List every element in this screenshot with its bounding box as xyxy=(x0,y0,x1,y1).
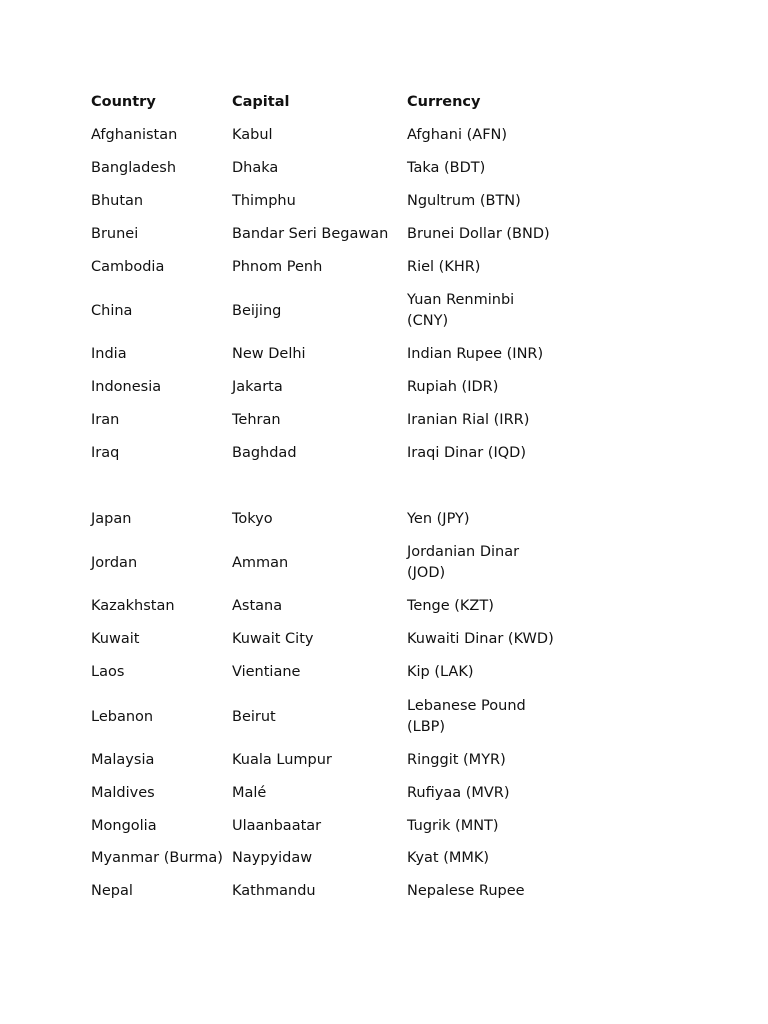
currency-cell: Nepalese Rupee xyxy=(407,883,525,899)
currency-cell: Taka (BDT) xyxy=(407,160,486,176)
country-cell: Iran xyxy=(91,412,120,428)
currency-cell: Kuwaiti Dinar (KWD) xyxy=(407,631,554,647)
table-row xyxy=(91,662,691,683)
capital-cell: Ulaanbaatar xyxy=(232,818,322,834)
country-cell: China xyxy=(91,302,133,319)
currency-cell: Iranian Rial (IRR) xyxy=(407,412,530,428)
capital-cell: Thimphu xyxy=(232,193,296,209)
currency-cell: Tenge (KZT) xyxy=(407,598,494,614)
table-row xyxy=(91,344,691,365)
header-country: Country xyxy=(91,94,156,110)
table-row xyxy=(91,158,691,179)
table-row xyxy=(91,290,691,332)
country-cell: Kazakhstan xyxy=(91,598,175,614)
currency-cell: Riel (KHR) xyxy=(407,259,481,275)
table-row xyxy=(91,125,691,146)
country-cell: Iraq xyxy=(91,445,120,461)
table-row xyxy=(91,410,691,431)
capital-cell: Tokyo xyxy=(232,511,273,527)
currency-cell: Rupiah (IDR) xyxy=(407,379,499,395)
capital-cell: Baghdad xyxy=(232,445,297,461)
table-row xyxy=(91,881,691,902)
capital-cell: Naypyidaw xyxy=(232,850,313,866)
country-cell: Maldives xyxy=(91,785,155,801)
currency-cell: Yuan Renminbi (CNY) xyxy=(407,292,515,329)
country-cell: India xyxy=(91,346,127,362)
table-row xyxy=(91,696,691,738)
capital-cell: Beijing xyxy=(232,302,282,319)
table-row xyxy=(91,542,691,584)
capital-cell: Jakarta xyxy=(232,379,283,395)
country-cell: Laos xyxy=(91,664,125,680)
country-cell: Cambodia xyxy=(91,259,165,275)
table-row xyxy=(91,257,691,278)
table-row xyxy=(91,596,691,617)
table-row xyxy=(91,816,691,837)
currency-cell: Tugrik (MNT) xyxy=(407,818,499,834)
country-cell: Malaysia xyxy=(91,752,155,768)
currency-cell: Afghani (AFN) xyxy=(407,127,508,143)
country-cell: Mongolia xyxy=(91,818,157,834)
country-cell: Indonesia xyxy=(91,379,162,395)
country-cell: Lebanon xyxy=(91,708,154,725)
country-cell: Japan xyxy=(91,511,132,527)
country-cell: Kuwait xyxy=(91,631,140,647)
table-row xyxy=(91,629,691,650)
header-capital: Capital xyxy=(232,94,290,110)
table-row xyxy=(91,783,691,804)
header-currency: Currency xyxy=(407,94,481,110)
capital-cell: Vientiane xyxy=(232,664,301,680)
table-row xyxy=(91,848,691,869)
country-cell: Myanmar (Burma) xyxy=(91,850,223,866)
currency-cell: Kip (LAK) xyxy=(407,664,474,680)
currency-cell: Jordanian Dinar (JOD) xyxy=(407,544,520,581)
capital-cell: Kuwait City xyxy=(232,631,314,647)
capital-cell: Tehran xyxy=(232,412,281,428)
currency-cell: Ringgit (MYR) xyxy=(407,752,506,768)
currency-cell: Kyat (MMK) xyxy=(407,850,490,866)
capital-cell: Bandar Seri Begawan xyxy=(232,226,389,242)
currency-cell: Yen (JPY) xyxy=(407,511,470,527)
country-cell: Brunei xyxy=(91,226,139,242)
table-row xyxy=(91,191,691,212)
capital-cell: Kuala Lumpur xyxy=(232,752,332,768)
capital-cell: Kabul xyxy=(232,127,273,143)
capital-cell: Amman xyxy=(232,554,289,571)
country-cell: Bhutan xyxy=(91,193,144,209)
country-cell: Afghanistan xyxy=(91,127,178,143)
currency-cell: Brunei Dollar (BND) xyxy=(407,226,550,242)
capital-cell: Kathmandu xyxy=(232,883,316,899)
capital-cell: Dhaka xyxy=(232,160,279,176)
country-cell: Bangladesh xyxy=(91,160,177,176)
currency-cell: Ngultrum (BTN) xyxy=(407,193,521,209)
currency-cell: Iraqi Dinar (IQD) xyxy=(407,445,526,461)
currency-cell: Rufiyaa (MVR) xyxy=(407,785,510,801)
country-cell: Jordan xyxy=(91,554,138,571)
capital-cell: Beirut xyxy=(232,708,276,725)
capital-cell: Malé xyxy=(232,785,267,801)
capital-cell: Phnom Penh xyxy=(232,259,323,275)
table-row xyxy=(91,509,691,530)
capital-cell: New Delhi xyxy=(232,346,306,362)
table-row xyxy=(91,443,691,464)
capital-cell: Astana xyxy=(232,598,283,614)
currency-cell: Lebanese Pound (LBP) xyxy=(407,698,526,735)
table-header-row xyxy=(91,92,691,113)
table-row xyxy=(91,377,691,398)
country-cell: Nepal xyxy=(91,883,133,899)
table-row xyxy=(91,750,691,771)
currency-cell: Indian Rupee (INR) xyxy=(407,346,544,362)
table-row xyxy=(91,224,691,245)
